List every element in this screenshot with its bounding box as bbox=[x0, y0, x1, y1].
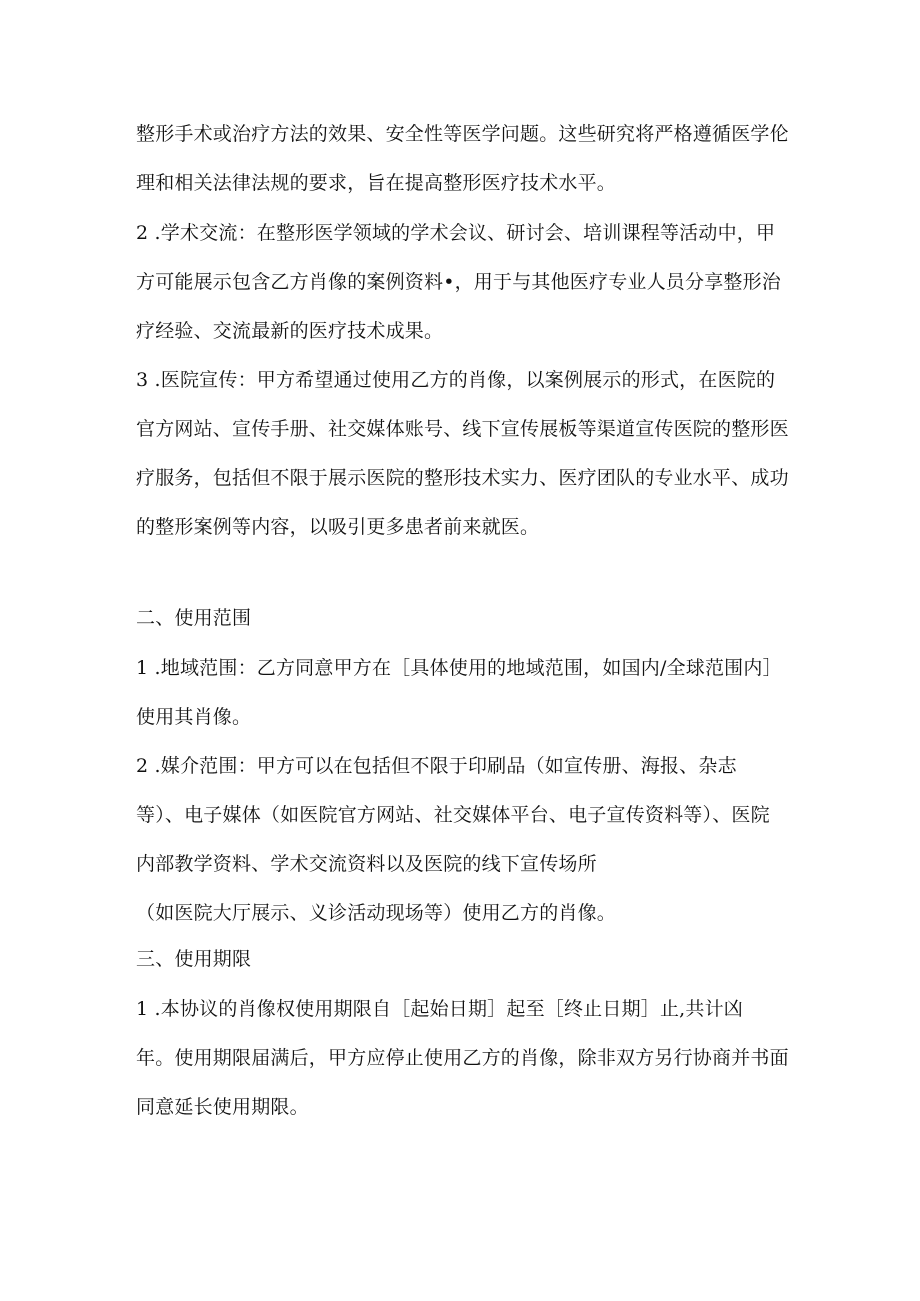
text-line: 疗经验、交流最新的医疗技术成果。 bbox=[136, 320, 444, 342]
text-line: 整形手术或治疗方法的效果、安全性等医学问题。这些研究将严格遵循医学伦 bbox=[136, 123, 789, 145]
text-line: 等）、电子媒体（如医院官方网站、社交媒体平台、电子宣传资料等）、医院 bbox=[136, 804, 770, 826]
text-line: （如医院大厅展示、义诊活动现场等）使用乙方的肖像。 bbox=[136, 902, 617, 924]
text-line: 官方网站、宣传手册、社交媒体账号、线下宣传展板等渠道宣传医院的整形医 bbox=[136, 418, 789, 440]
text-line: 1 .地域范围：乙方同意甲方在［具体使用的地域范围，如国内/全球范围内］ bbox=[136, 657, 782, 679]
text-line: 年。使用期限届满后，甲方应停止使用乙方的肖像，除非双方另行协商并书面 bbox=[136, 1047, 789, 1069]
text-line: 使用其肖像。 bbox=[136, 706, 252, 728]
text-line: 理和相关法律法规的要求，旨在提高整形医疗技术水平。 bbox=[136, 172, 617, 194]
section-heading: 三、使用期限 bbox=[136, 948, 252, 970]
text-line: 疗服务，包括但不限于展示医院的整形技术实力、医疗团队的专业水平、成功 bbox=[136, 467, 789, 489]
text-line: 方可能展示包含乙方肖像的案例资料•，用于与其他医疗专业人员分享整形治 bbox=[136, 271, 782, 293]
text-line: 1 .本协议的肖像权使用期限自［起始日期］起至［终止日期］止,共计凶 bbox=[136, 998, 744, 1020]
text-line: 内部教学资料、学术交流资料以及医院的线下宣传场所 bbox=[136, 853, 597, 875]
text-line: 2 .学术交流：在整形医学领域的学术会议、研讨会、培训课程等活动中，甲 bbox=[136, 222, 776, 244]
text-line: 的整形案例等内容，以吸引更多患者前来就医。 bbox=[136, 516, 540, 538]
text-line: 2 .媒介范围：甲方可以在包括但不限于印刷品（如宣传册、海报、杂志 bbox=[136, 755, 737, 777]
section-heading: 二、使用范围 bbox=[136, 607, 252, 629]
text-line: 同意延长使用期限。 bbox=[136, 1096, 309, 1118]
text-line: 3 .医院宣传：甲方希望通过使用乙方的肖像，以案例展示的形式，在医院的 bbox=[136, 369, 776, 391]
